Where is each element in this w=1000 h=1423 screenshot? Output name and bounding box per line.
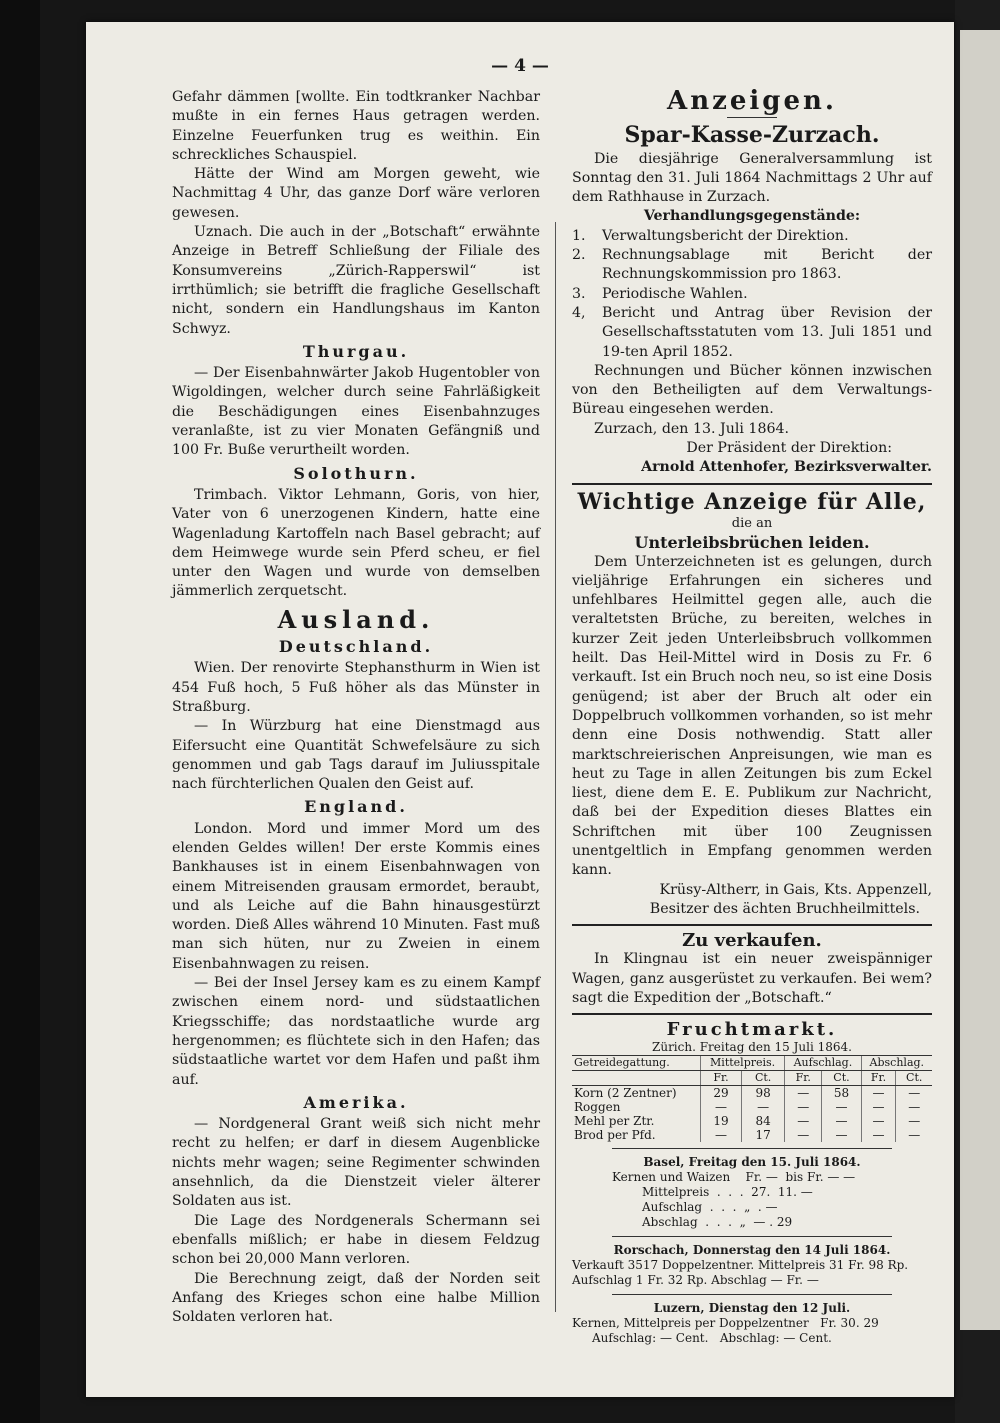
fruchtmarkt-title: Fruchtmarkt. [666,1019,838,1041]
table-row [572,1100,932,1114]
table-cell: — [785,1100,822,1114]
luzern-line: Kernen, Mittelpreis per Doppelzentner Fr. 30. 29 [572,1315,879,1330]
table-cell: — [896,1128,932,1142]
newspaper-page [86,22,954,1397]
table-subheader: Ct. [896,1070,932,1085]
table-row [572,1114,932,1128]
table-cell: — [701,1128,742,1142]
table-cell: 29 [701,1085,742,1100]
table-cell: Korn (2 Zentner) [574,1085,677,1100]
table-cell: Mehl per Ztr. [574,1113,655,1128]
article-paragraph: — In Würzburg hat eine Dienstmagd aus Eifersucht eine Quantität Schwefelsäure zu sich genommen und gab Tags darauf im Juliusspitale nach fürchterlichen Qualen den Geist auf. [172,718,540,793]
rorschach-line: Verkauft 3517 Doppelzentner. Mittelpreis 31 Fr. 98 Rp. [572,1257,909,1272]
table-header-row [572,1055,932,1070]
section-heading-amerika: Amerika. [303,1092,409,1112]
table-subheader: Fr. [861,1070,896,1085]
spar-kasse-paragraph: Rechnungen und Bücher können inzwischen von den Betheiligten auf dem Verwaltungs-Büreau eingesehen werden. [572,362,932,418]
wichtige-anzeige-signature-2: Besitzer des ächten Bruchheilmittels. [649,900,920,917]
section-heading-deutschland: Deutschland. [278,637,434,657]
table-subheader: Fr. [785,1070,822,1085]
agenda-number: 1. [572,227,586,244]
table-cell: 17 [742,1128,785,1142]
basel-line: Mittelpreis . . . 27. 11. — [642,1184,813,1199]
ad-separator [572,1013,932,1015]
table-subheader-row [572,1070,932,1085]
agenda-item [572,285,932,304]
spar-kasse-title: Spar-Kasse-Zurzach. [624,122,880,149]
section-heading-solothurn: Solothurn. [293,463,419,483]
agenda-number: 3. [572,285,586,302]
article-paragraph: Die Lage des Nordgenerals Schermann sei ebenfalls mißlich; er habe in diesem Feldzug schon bei 20,000 Mann verloren. [172,1212,540,1268]
article-paragraph: Hätte der Wind am Morgen geweht, wie Nachmittag 4 Uhr, das ganze Dorf wäre verloren gewesen. [172,166,540,221]
agenda-text: Periodische Wahlen. [602,285,748,302]
article-paragraph: — Nordgeneral Grant weiß sich nicht mehr recht zu helfen; er darf in diesem Augenblicke nichts mehr wagen; seine Regimenter schwinden ansehnlich, da die Dienstzeit vieler älterer Soldaten aus ist. [172,1116,540,1210]
zurich-price-table [572,1055,932,1142]
article-paragraph: Gefahr dämmen [wollte. Ein todtkranker Nachbar mußte in ein fernes Haus getragen werden. Einzelne Feuerfunken trug es weithin. Ein schreckliches Schauspiel. [172,89,540,163]
next-page-edge [960,30,1000,1330]
luzern-market-date: Luzern, Dienstag den 12 Juli. [653,1300,851,1315]
basel-line: Kernen und Waizen Fr. — bis Fr. — — [612,1169,856,1184]
ad-separator [572,483,932,485]
agenda-item [572,246,932,285]
section-heading-ausland: Ausland. [277,604,435,634]
article-paragraph: London. Mord und immer Mord um des elenden Geldes willen! Der erste Kommis eines Bankhauses ist in einem Eisenbahnwagen von einem Mitreisenden grausam ermordet, beraubt, und als Leiche auf die Bahn hinausgestürzt worden. Dieß Alles während 10 Minuten. Fast muß man sich hüten, nur zu Zweien in einem Eisenbahnwagen zu reisen. [172,820,540,972]
table-cell: — [822,1128,861,1142]
right-column [572,88,932,1346]
basel-line: Aufschlag . . . „ . — [642,1199,778,1214]
agenda-text: Bericht und Antrag über Revision der Gesellschaftsstatuten vom 13. Juli 1851 und 19-ten April 1852. [602,304,932,360]
column-divider [555,222,556,1312]
table-cell: 58 [822,1085,861,1100]
table-cell: — [861,1128,896,1142]
agenda-number: 4, [572,304,586,321]
article-paragraph: — Bei der Insel Jersey kam es zu einem Kampf zwischen einem nord- und südstaatlichen Kriegsschiffe; das nordstaatliche wurde arg hergenommen; es flüchtete sich in den Hafen; das südstaatliche wartet vor dem Hafen und paßt ihm auf. [172,975,540,1088]
basel-market-date: Basel, Freitag den 15. Juli 1864. [643,1154,861,1169]
article-paragraph: Wien. Der renovirte Stephansthurm in Wien ist 454 Fuß hoch, 5 Fuß höher als das Münster in Straßburg. [172,660,540,715]
wichtige-anzeige-subtitle-2: Unterleibsbrüchen leiden. [634,533,870,553]
zu-verkaufen-body: In Klingnau ist ein neuer zweispänniger Wagen, ganz ausgerüstet zu verkaufen. Bei wem? sagt die Expedition der „Botschaft.“ [572,951,932,1007]
agenda-item [572,304,932,362]
rorschach-line: Aufschlag 1 Fr. 32 Rp. Abschlag — Fr. — [572,1272,819,1287]
left-column [172,88,540,1327]
table-cell: — [896,1085,932,1100]
article-paragraph: Die Berechnung zeigt, daß der Norden seit Anfang des Krieges schon eine halbe Million Soldaten verloren hat. [172,1270,540,1326]
table-header: Getreidegattung. [572,1055,701,1070]
table-cell: — [861,1114,896,1128]
table-subheader: Ct. [822,1070,861,1085]
book-spine [0,0,40,1423]
spar-kasse-signature: Arnold Attenhofer, Bezirksverwalter. [641,459,932,476]
market-separator [612,1294,892,1295]
table-cell: — [861,1100,896,1114]
table-cell: — [785,1128,822,1142]
table-cell: — [896,1100,932,1114]
spar-kasse-notice: Die diesjährige Generalversammlung ist Sonntag den 31. Juli 1864 Nachmittags 2 Uhr auf dem Rathhause in Zurzach. [572,150,932,206]
basel-line: Abschlag . . . „ — . 29 [642,1214,793,1229]
table-cell: — [822,1114,861,1128]
article-paragraph: — Der Eisenbahnwärter Jakob Hugentobler von Wigoldingen, welcher durch seine Fahrläßigkeit die Beschädigungen eines Eisenbahnzuges veranlaßte, ist zu vier Monaten Gefängniß und 100 Fr. Buße verurtheilt worden. [172,365,540,459]
article-paragraph: Trimbach. Viktor Lehmann, Goris, von hier, Vater von 6 unerzogenen Kindern, hatte eine Wagenladung Kartoffeln nach Basel gebracht; auf dem Heimwege wurde sein Pferd scheu, er fiel unter den Wagen und wurde von demselben jämmerlich zerquetscht. [172,486,540,600]
market-separator [612,1148,892,1149]
zurich-market-date: Zürich. Freitag den 15 Juli 1864. [652,1039,852,1054]
wichtige-anzeige-title: Wichtige Anzeige für Alle, [577,488,927,515]
anzeigen-heading: Anzeigen. [667,86,837,116]
table-cell: — [701,1100,742,1114]
agenda-text: Rechnungsablage mit Bericht der Rechnungskommission pro 1863. [602,247,932,283]
wichtige-anzeige-signature: Krüsy-Altherr, in Gais, Kts. Appenzell, [659,881,932,898]
section-heading-england: England. [304,797,408,817]
ad-separator [572,924,932,926]
table-header: Abschlag. [861,1055,932,1070]
table-subheader: Ct. [742,1070,785,1085]
table-cell: — [785,1085,822,1100]
wichtige-anzeige-subtitle: die an [731,515,773,531]
table-cell: 19 [701,1114,742,1128]
luzern-line: Aufschlag: — Cent. Abschlag: — Cent. [592,1330,832,1345]
table-subheader: Fr. [701,1070,742,1085]
section-heading-thurgau: Thurgau. [302,341,410,361]
table-cell: 98 [742,1085,785,1100]
page-number: — 4 — [491,56,549,76]
table-cell: Roggen [574,1099,621,1114]
rorschach-market-date: Rorschach, Donnerstag den 14 Juli 1864. [613,1242,891,1257]
zu-verkaufen-title: Zu verkaufen. [682,930,822,952]
table-header: Aufschlag. [785,1055,861,1070]
short-rule [727,117,777,118]
agenda-item [572,227,932,246]
table-cell: — [896,1114,932,1128]
table-cell: Brod per Pfd. [574,1127,656,1142]
table-cell: — [742,1100,785,1114]
table-cell: — [822,1100,861,1114]
table-row [572,1128,932,1142]
spar-kasse-date: Zurzach, den 13. Juli 1864. [594,420,790,437]
table-cell: 84 [742,1114,785,1128]
table-header: Mittelpreis. [701,1055,785,1070]
agenda-text: Verwaltungsbericht der Direktion. [602,227,849,244]
spar-kasse-president: Der Präsident der Direktion: [686,440,892,457]
wichtige-anzeige-body: Dem Unterzeichneten ist es gelungen, durch vieljährige Erfahrungen ein sicheres und unfehlbares Heilmittel gegen alle, auch die veraltetsten Brüche, zu bereiten, welches in kurzer Zeit jeden Unterleibsbruch vollkommen heilt. Das Heil-Mittel wird in Dosis zu Fr. 6 verkauft. Ist ein Bruch noch neu, so ist eine Dosis genügend; ist aber der Bruch alt oder ein Doppelbruch vollkommen vorhanden, so ist mehr denn eine Dosis nothwendig. Statt aller marktschreierischen Anpreisungen, wie man es heut zu Tage in allen Zeitungen bis zum Eckel liest, diene dem E. E. Publikum zur Nachricht, daß bei der Expedition dieses Blattes ein Schriftchen mit über 100 Zeugnissen unentgeltlich in Empfang genommen werden kann. [572,553,932,879]
table-cell: — [861,1085,896,1100]
article-paragraph: Uznach. Die auch in der „Botschaft“ erwähnte Anzeige in Betreff Schließung der Filiale des Konsumvereins „Zürich-Rapperswil“ ist irrthümlich; sie betrifft die fragliche Gesellschaft nicht, sondern ein Handlungshaus im Kanton Schwyz. [172,224,540,337]
market-separator [612,1236,892,1237]
agenda-heading: Verhandlungsgegenstände: [643,208,861,225]
agenda-number: 2. [572,247,586,264]
table-cell: — [785,1114,822,1128]
table-row [572,1085,932,1100]
